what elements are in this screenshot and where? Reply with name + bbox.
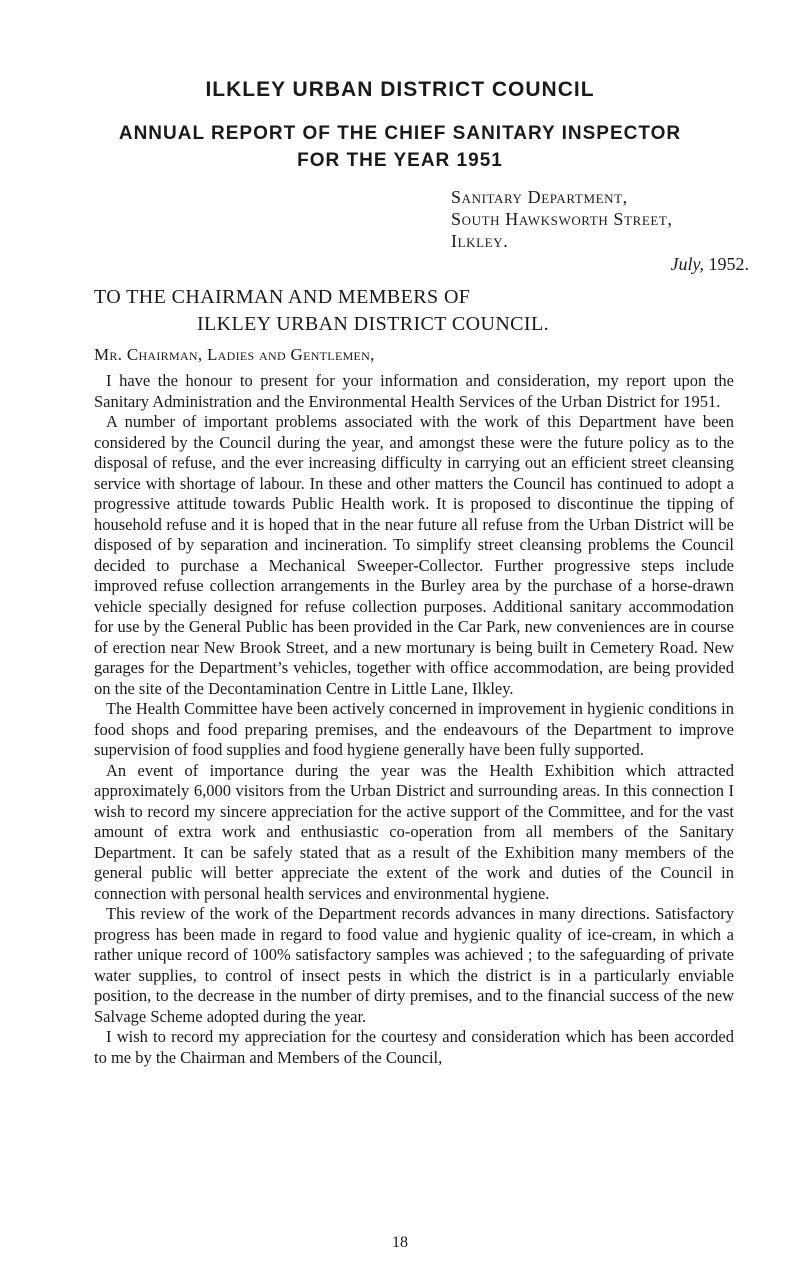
date-month: July, xyxy=(670,254,704,274)
sender-address xyxy=(451,186,749,275)
addressee-line-2: ILKLEY URBAN DISTRICT COUNCIL. xyxy=(197,313,549,335)
paragraph: I wish to record my appreciation for the courtesy and consideration which has been accorded to me by the Chairman and Members of the Council, xyxy=(94,1027,734,1067)
paragraph: A number of important problems associated with the work of this Department have been considered by the Council during the year, and amongst these were the future policy as to the disposal of refuse, and the ever increasing difficulty in carrying out an efficient street cleansing service with shortage of labour. In these and other matters the Council has continued to adopt a progressive attitude towards Public Health work. It is proposed to discontinue the tipping of household refuse and it is hoped that in the near future all refuse from the Urban District will be disposed of by separation and incineration. To simplify street cleansing problems the Council decided to purchase a Mechanical Sweeper-Collector. Further progressive steps include improved refuse collection arrangements in the Burley area by the purchase of a horse-drawn vehicle specially designed for refuse collection purposes. Additional sanitary accommodation for use by the General Public has been provided in the Car Park, new conveniences are in course of erection near New Brook Street, and a new mortunary is being built in Cemetery Road. New garages for the Department’s vehicles, together with office accommodation, are being provided on the site of the Decontamination Centre in Little Lane, Ilkley. xyxy=(94,412,734,698)
report-body xyxy=(94,371,734,1068)
page-number: 18 xyxy=(392,1234,408,1251)
paragraph: This review of the work of the Department records advances in many directions. Satisfactory progress has been made in regard to food value and hygienic quality of ice-cream, in which a rather unique record of 100% satisfactory samples was achieved ; to the safeguarding of private water supplies, to control of insect pests in which the district is in a particularly enviable position, to the decrease in the number of dirty premises, and to the financial success of the new Salvage Scheme adopted during the year. xyxy=(94,904,734,1026)
council-heading: ILKLEY URBAN DISTRICT COUNCIL xyxy=(205,78,595,101)
letter-date xyxy=(451,253,749,275)
address-line-3: Ilkley. xyxy=(451,231,509,251)
addressee xyxy=(94,284,549,338)
address-line-2: South Hawksworth Street, xyxy=(451,209,673,229)
addressee-line-1: TO THE CHAIRMAN AND MEMBERS OF xyxy=(94,286,471,308)
paragraph: The Health Committee have been actively concerned in improvement in hygienic conditions in food shops and food preparing premises, and the endeavours of the Department to improve supervision of food supplies and food hygiene generally have been fully supported. xyxy=(94,699,734,759)
paragraph: An event of importance during the year was the Health Exhibition which attracted approximately 6,000 visitors from the Urban District and surrounding areas. In this connection I wish to record my sincere appreciation for the active support of the Committee, and for the vast amount of extra work and enthusiastic co-operation from all members of the Sanitary Department. It can be safely stated that as a result of the Exhibition many members of the general public will better appreciate the extent of the work and duties of the Council in connection with personal health services and environmental hygiene. xyxy=(94,760,734,903)
report-title xyxy=(0,120,800,174)
report-title-line-2: FOR THE YEAR 1951 xyxy=(297,150,503,171)
paragraph: I have the honour to present for your information and consideration, my report upon the Sanitary Administration and the Environmental Health Services of the Urban District for 1951. xyxy=(94,371,734,411)
address-line-1: Sanitary Department, xyxy=(451,187,628,207)
report-title-line-1: ANNUAL REPORT OF THE CHIEF SANITARY INSPECTOR xyxy=(118,123,682,144)
date-year: 1952. xyxy=(708,254,749,274)
salutation: Mr. Chairman, Ladies and Gentlemen, xyxy=(94,345,375,364)
